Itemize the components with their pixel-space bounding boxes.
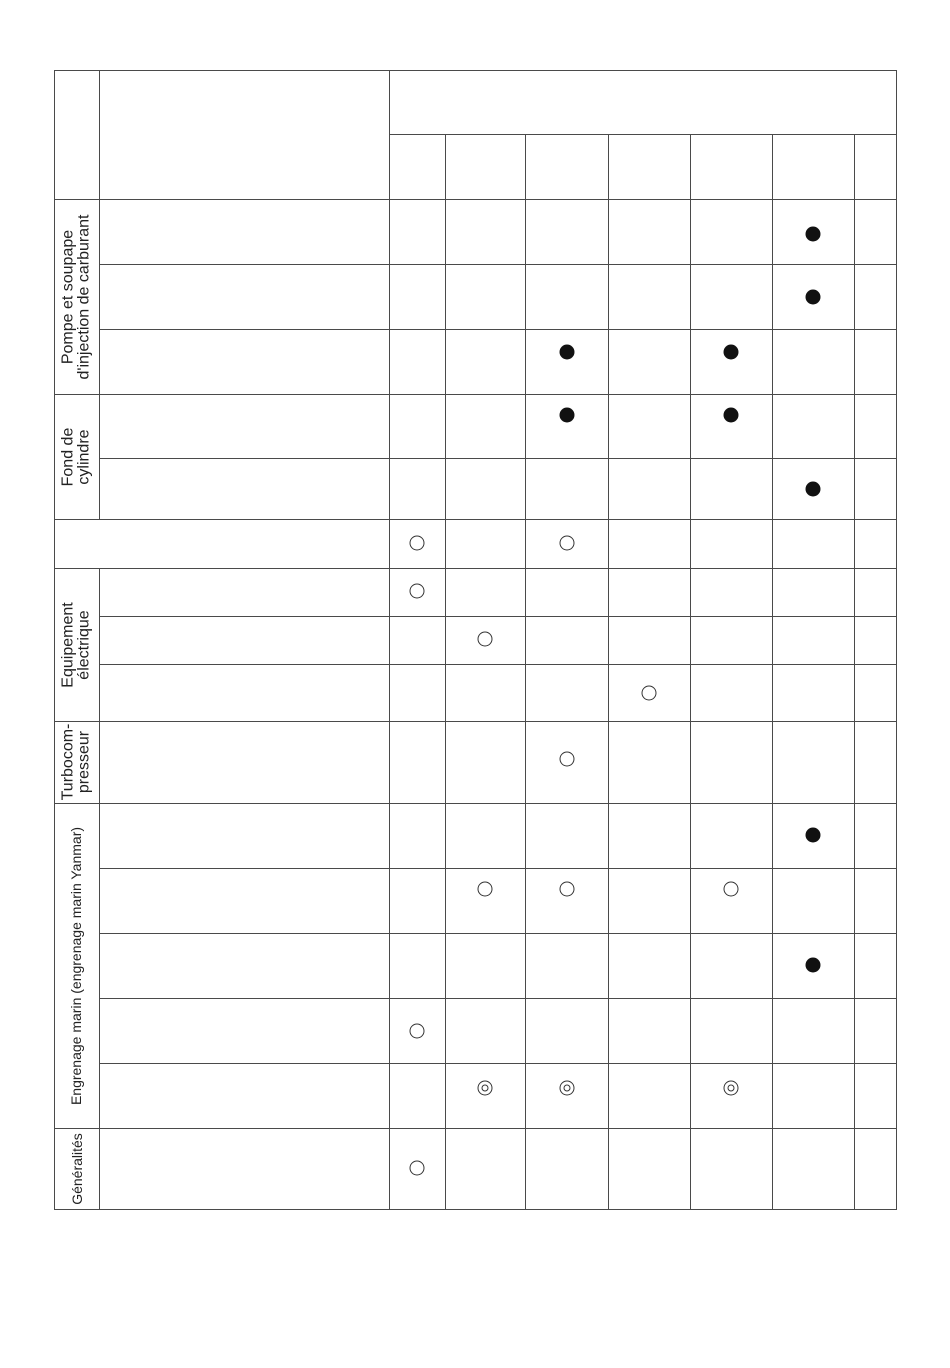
mark-filled-circle (806, 828, 821, 843)
item-column-divider (389, 70, 390, 1209)
interval-column-divider (854, 134, 855, 1209)
mark-open-circle (478, 882, 493, 897)
category-label-line: Engrenage marin (engrenage marin Yanmar) (68, 826, 85, 1105)
mark-open-circle (478, 632, 493, 647)
table-border-bottom (54, 1209, 897, 1210)
mark-filled-circle (806, 227, 821, 242)
mark-filled-circle (559, 345, 574, 360)
row-divider (99, 664, 896, 665)
category-row-divider (54, 394, 896, 395)
mark-open-circle (410, 536, 425, 551)
category-row-divider (54, 721, 896, 722)
category-label (61, 214, 93, 379)
row-divider (99, 616, 896, 617)
mark-double-circle (724, 1081, 739, 1096)
category-label-line: Fond de (59, 427, 77, 486)
category-label-line: Pompe et soupape (59, 229, 77, 364)
category-label (61, 724, 93, 801)
category-label-line: Généralités (68, 1132, 85, 1205)
row-divider (99, 458, 896, 459)
interval-column-divider (772, 134, 773, 1209)
mark-open-circle (410, 584, 425, 599)
header-bottom-divider (99, 199, 896, 200)
category-label-line: électrique (75, 609, 93, 680)
mark-filled-circle (724, 408, 739, 423)
subheader-divider (389, 134, 896, 135)
row-divider (99, 264, 896, 265)
mark-filled-circle (806, 958, 821, 973)
interval-column-divider (445, 134, 446, 1209)
category-column-divider-top (99, 70, 100, 519)
category-label (61, 602, 93, 687)
mark-filled-circle (724, 345, 739, 360)
mark-open-circle (724, 882, 739, 897)
interval-column-divider (608, 134, 609, 1209)
category-fuel-injection (54, 199, 99, 394)
interval-column-divider (690, 134, 691, 1209)
category-label-line: Turbocom- (59, 723, 77, 801)
category-turbo (54, 721, 99, 803)
category-label (61, 427, 93, 486)
category-electrical (54, 568, 99, 721)
category-marine-gear (54, 803, 99, 1128)
category-label-line: presseur (75, 730, 93, 794)
row-divider (99, 329, 896, 330)
mark-open-circle (559, 882, 574, 897)
mark-open-circle (410, 1161, 425, 1176)
mark-open-circle (642, 686, 657, 701)
category-label-line: Equipement (59, 601, 77, 688)
mark-filled-circle (806, 482, 821, 497)
category-row-divider (54, 519, 896, 520)
table-border-right (896, 70, 897, 1210)
row-divider (99, 1063, 896, 1064)
category-general (54, 1128, 99, 1209)
category-cylinder-head (54, 394, 99, 519)
row-divider (99, 933, 896, 934)
table-border-top (54, 70, 897, 71)
mark-open-circle (410, 1024, 425, 1039)
category-label (69, 826, 85, 1104)
category-row-divider (54, 1128, 896, 1129)
mark-open-circle (559, 536, 574, 551)
row-divider (99, 868, 896, 869)
row-divider (99, 998, 896, 999)
mark-double-circle (478, 1081, 493, 1096)
category-label (69, 1133, 85, 1205)
category-label-line: cylindre (75, 428, 93, 485)
mark-open-circle (559, 752, 574, 767)
mark-filled-circle (806, 290, 821, 305)
mark-double-circle (559, 1081, 574, 1096)
category-row-divider (54, 568, 896, 569)
category-label-line: d'injection de carburant (75, 214, 93, 379)
mark-filled-circle (559, 408, 574, 423)
category-row-divider (54, 803, 896, 804)
interval-column-divider (525, 134, 526, 1209)
